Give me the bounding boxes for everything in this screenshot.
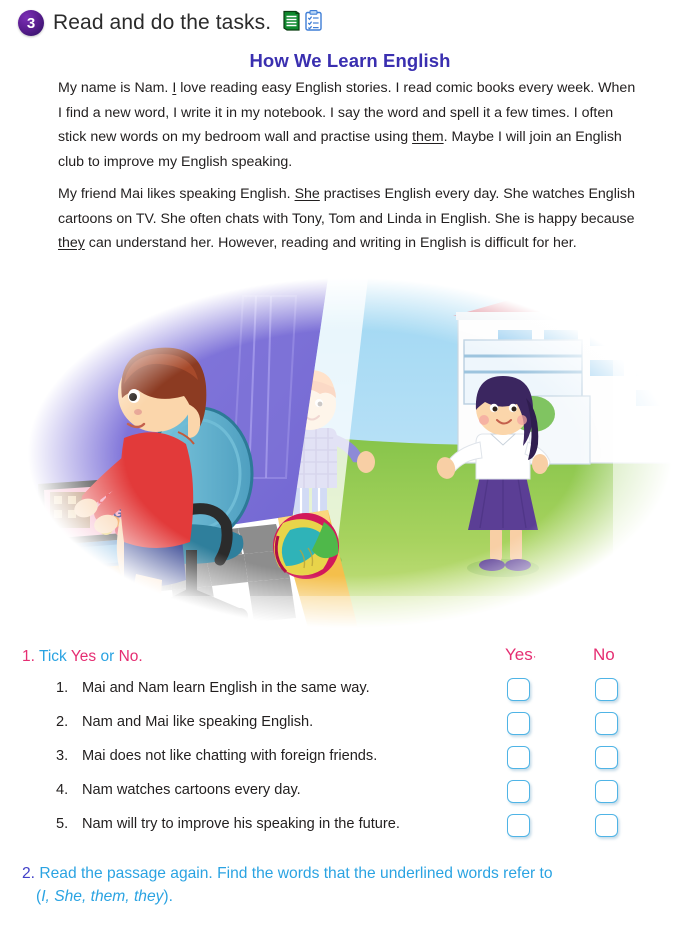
checkbox-yes-5[interactable]: [507, 814, 530, 837]
column-header-yes: [505, 645, 565, 665]
task1-number: 1.: [22, 648, 35, 665]
underlined-word: they: [58, 235, 85, 251]
column-header-yes-dot: ·: [532, 651, 537, 663]
task1-checkbox-grid: [0, 678, 700, 848]
passage-paragraph-2: My friend Mai likes speaking English. She practises English every day. She watches English cartoons on TV. She often chats with Tony, Tom and Linda in English. She is happy because they can understand her. However, reading and writing in English is difficult for her.: [58, 186, 635, 251]
checkbox-yes-2[interactable]: [507, 712, 530, 735]
question-number: 1.: [56, 680, 69, 696]
checkbox-row: [0, 780, 700, 814]
question-text: Mai does not like chatting with foreign friends.: [82, 748, 378, 764]
question-number: 3.: [56, 748, 69, 764]
checkbox-no-3[interactable]: [595, 746, 618, 769]
checkbox-row: [0, 678, 700, 712]
checkbox-yes-1[interactable]: [507, 678, 530, 701]
question-number: 2.: [56, 714, 69, 730]
task2-number: 2.: [22, 865, 36, 882]
checkbox-row: [0, 712, 700, 746]
question-text: Nam will try to improve his speaking in the future.: [82, 816, 400, 832]
passage-paragraph-1: My name is Nam. I love reading easy English stories. I read comic books every week. When I find a new word, I write it in my notebook. I say the word and spell it a few times. I often stick new words on my bedroom wall and practise using them. Maybe I will join an English club to improve my English speaking.: [58, 80, 636, 170]
question-text: Nam watches cartoons every day.: [82, 782, 301, 798]
column-header-no: No: [593, 645, 615, 664]
checkbox-no-4[interactable]: [595, 780, 618, 803]
task-header: [18, 10, 322, 36]
task1-label-or: or: [100, 648, 115, 665]
reading-passage: [58, 76, 643, 256]
question-number: 5.: [56, 816, 69, 832]
passage-title: How We Learn English: [249, 50, 451, 71]
checkbox-no-2[interactable]: [595, 712, 618, 735]
task-number-badge: 3: [18, 10, 44, 36]
question-text: Nam and Mai like speaking English.: [82, 714, 314, 730]
task2-instruction: [22, 862, 662, 908]
task1-heading: [22, 648, 143, 666]
checkbox-no-1[interactable]: [595, 678, 618, 701]
underlined-word: them: [412, 129, 444, 145]
underlined-word: I: [172, 80, 177, 96]
checkbox-row: [0, 814, 700, 848]
underlined-word: She: [294, 186, 320, 202]
checkbox-no-5[interactable]: [595, 814, 618, 837]
task1-label-yes: Yes: [70, 648, 97, 665]
checkbox-yes-3[interactable]: [507, 746, 530, 769]
lesson-illustration: [28, 278, 673, 628]
checkbox-row: [0, 746, 700, 780]
book-icon: [283, 10, 300, 36]
task2-words: I, She, them, they: [41, 888, 164, 905]
column-header-yes-text: Yes: [505, 645, 533, 664]
task-instruction-title: Read and do the tasks.: [53, 11, 272, 34]
question-number: 4.: [56, 782, 69, 798]
clipboard-checklist-icon: [305, 10, 322, 36]
task2-line1: Read the passage again. Find the words that the underlined words refer to: [39, 865, 553, 882]
header-icon-group: [283, 10, 322, 36]
task2-line2: [22, 885, 173, 908]
checkbox-yes-4[interactable]: [507, 780, 530, 803]
question-text: Mai and Nam learn English in the same way.: [82, 680, 370, 696]
task1-label-tick: Tick: [38, 648, 67, 665]
task2-paren-open: (: [36, 888, 42, 905]
task2-paren-close: ).: [163, 888, 173, 905]
task1-label-no: No.: [118, 648, 143, 665]
